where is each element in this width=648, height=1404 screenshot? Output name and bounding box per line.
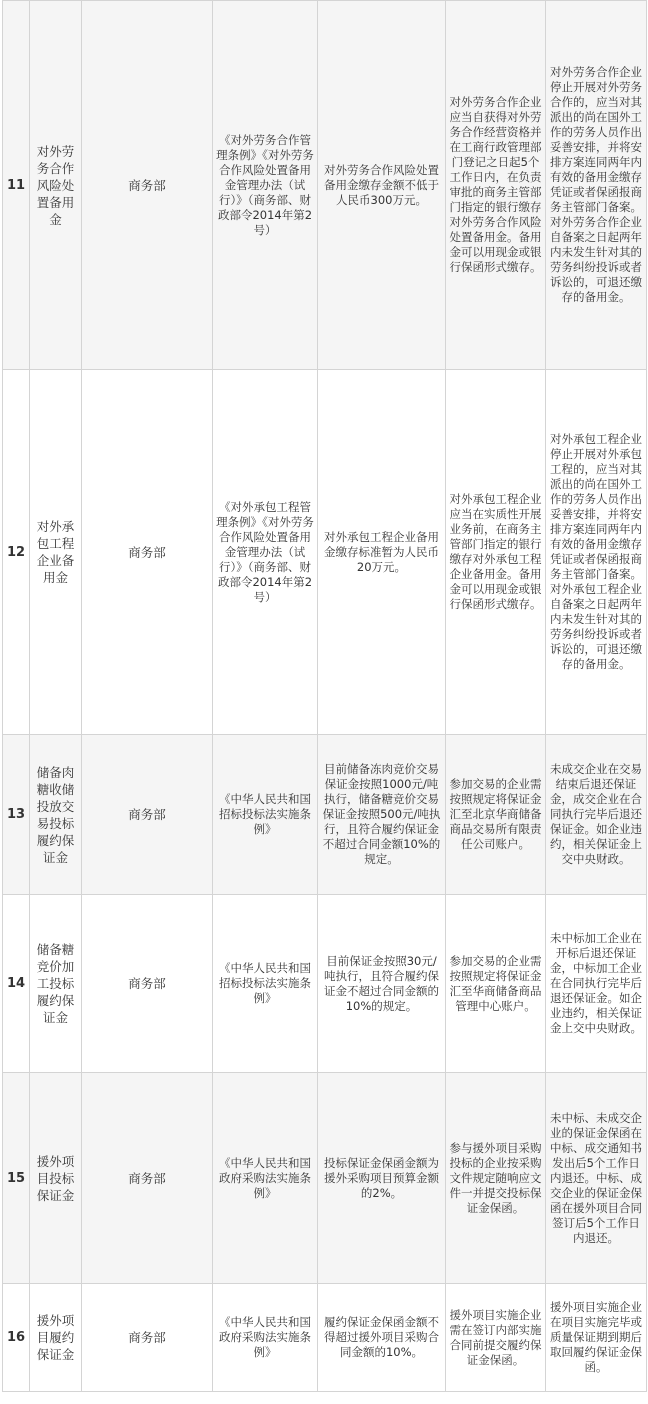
item-name: 储备肉糖收储投放交易投标履约保证金 bbox=[30, 735, 82, 895]
legal-basis: 《对外劳务合作管理条例》《对外劳务合作风险处置备用金管理办法（试行）》（商务部、财政部令2014年第2号） bbox=[213, 1, 318, 370]
deposit-method: 援外项目实施企业需在签订内部实施合同前提交履约保证金保函。 bbox=[446, 1284, 546, 1392]
item-name: 储备糖竞价加工投标履约保证金 bbox=[30, 895, 82, 1073]
table-row bbox=[3, 895, 647, 1073]
refund-rule: 援外项目实施企业在项目实施完毕或质量保证期到期后取回履约保证金保函。 bbox=[546, 1284, 647, 1392]
deposit-standard: 履约保证金保函金额不得超过援外项目采购合同金额的10%。 bbox=[318, 1284, 446, 1392]
table-row bbox=[3, 1073, 647, 1284]
row-number: 13 bbox=[3, 735, 30, 895]
legal-basis: 《中华人民共和国政府采购法实施条例》 bbox=[213, 1073, 318, 1284]
row-number: 14 bbox=[3, 895, 30, 1073]
department: 商务部 bbox=[82, 370, 213, 735]
deposit-standard: 对外承包工程企业备用金缴存标准暂为人民币20万元。 bbox=[318, 370, 446, 735]
deposit-method: 对外劳务合作企业应当自获得对外劳务合作经营资格并在工商行政管理部门登记之日起5个工作日内，在负责审批的商务主管部门指定的银行缴存对外劳务合作风险处置备用金。备用金可以用现金或银行保函形式缴存。 bbox=[446, 1, 546, 370]
legal-basis: 《中华人民共和国政府采购法实施条例》 bbox=[213, 1284, 318, 1392]
department: 商务部 bbox=[82, 1284, 213, 1392]
deposit-standard: 目前保证金按照30元/吨执行，且符合履约保证金不超过合同金额的10%的规定。 bbox=[318, 895, 446, 1073]
department: 商务部 bbox=[82, 1073, 213, 1284]
refund-rule: 对外承包工程企业停止开展对外承包工程的，应当对其派出的尚在国外工作的劳务人员作出妥善安排，并将安排方案连同两年内有效的备用金缴存凭证或者保函报商务主管部门备案。对外承包工程企业自备案之日起两年内未发生针对其的劳务纠纷投诉或者诉讼的，可退还缴存的备用金。 bbox=[546, 370, 647, 735]
deposit-standard: 对外劳务合作风险处置备用金缴存金额不低于人民币300万元。 bbox=[318, 1, 446, 370]
deposit-method: 参加交易的企业需按照规定将保证金汇至北京华商储备商品交易所有限责任公司账户。 bbox=[446, 735, 546, 895]
refund-rule: 对外劳务合作企业停止开展对外劳务合作的，应当对其派出的尚在国外工作的劳务人员作出妥善安排，并将安排方案连同两年内有效的备用金缴存凭证或者保函报商务主管部门备案。对外劳务合作企业自备案之日起两年内未发生针对其的劳务纠纷投诉或者诉讼的，可退还缴存的备用金。 bbox=[546, 1, 647, 370]
row-number: 12 bbox=[3, 370, 30, 735]
deposit-method: 参加交易的企业需按照规定将保证金汇至华商储备商品管理中心账户。 bbox=[446, 895, 546, 1073]
department: 商务部 bbox=[82, 895, 213, 1073]
item-name: 对外承包工程企业备用金 bbox=[30, 370, 82, 735]
department: 商务部 bbox=[82, 1, 213, 370]
deposit-standard: 投标保证金保函金额为援外采购项目预算金额的2%。 bbox=[318, 1073, 446, 1284]
department: 商务部 bbox=[82, 735, 213, 895]
deposit-method: 对外承包工程企业应当在实质性开展业务前，在商务主管部门指定的银行缴存对外承包工程企业备用金。备用金可以用现金或银行保函形式缴存。 bbox=[446, 370, 546, 735]
item-name: 援外项目履约保证金 bbox=[30, 1284, 82, 1392]
refund-rule: 未中标、未成交企业的保证金保函在中标、成交通知书发出后5个工作日内退还。中标、成交企业的保证金保函在援外项目合同签订后5个工作日内退还。 bbox=[546, 1073, 647, 1284]
deposit-table bbox=[2, 0, 647, 1392]
item-name: 对外劳务合作风险处置备用金 bbox=[30, 1, 82, 370]
legal-basis: 《对外承包工程管理条例》《对外劳务合作风险处置备用金管理办法（试行）》（商务部、财政部令2014年第2号） bbox=[213, 370, 318, 735]
legal-basis: 《中华人民共和国招标投标法实施条例》 bbox=[213, 735, 318, 895]
row-number: 15 bbox=[3, 1073, 30, 1284]
item-name: 援外项目投标保证金 bbox=[30, 1073, 82, 1284]
table-row bbox=[3, 370, 647, 735]
legal-basis: 《中华人民共和国招标投标法实施条例》 bbox=[213, 895, 318, 1073]
table-row bbox=[3, 735, 647, 895]
refund-rule: 未成交企业在交易结束后退还保证金，成交企业在合同执行完毕后退还保证金。如企业违约，相关保证金上交中央财政。 bbox=[546, 735, 647, 895]
table-row bbox=[3, 1, 647, 370]
row-number: 16 bbox=[3, 1284, 30, 1392]
deposit-standard: 目前储备冻肉竞价交易保证金按照1000元/吨执行，储备糖竞价交易保证金按照500元/吨执行，且符合履约保证金不超过合同金额10%的规定。 bbox=[318, 735, 446, 895]
row-number: 11 bbox=[3, 1, 30, 370]
table-row bbox=[3, 1284, 647, 1392]
deposit-method: 参与援外项目采购投标的企业按采购文件规定随响应文件一并提交投标保证金保函。 bbox=[446, 1073, 546, 1284]
refund-rule: 未中标加工企业在开标后退还保证金，中标加工企业在合同执行完毕后退还保证金。如企业违约，相关保证金上交中央财政。 bbox=[546, 895, 647, 1073]
